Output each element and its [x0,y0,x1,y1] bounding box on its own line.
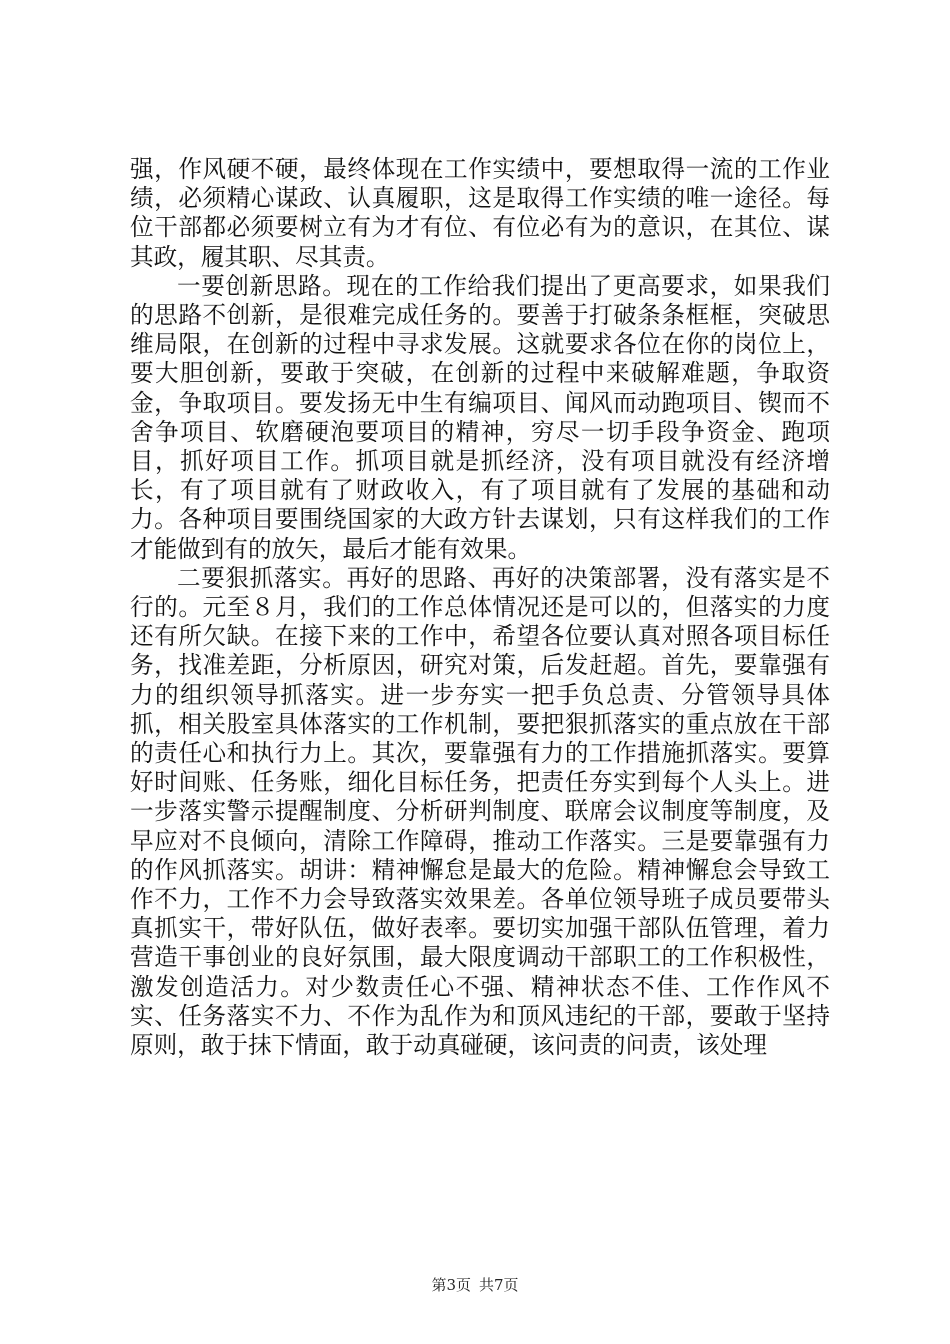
page-number: 第3页 [431,1276,471,1294]
paragraph-continuation: 强，作风硬不硬，最终体现在工作实绩中，要想取得一流的工作业绩，必须精心谋政、认真履职，这是取得工作实绩的唯一途径。每位干部都必须要树立有为才有位、有位必有为的意识，在其位、谋其政，履其职、尽其责。 [130,155,830,271]
document-body [130,155,830,1060]
page-footer [0,1275,950,1295]
page-total: 共7页 [479,1276,519,1294]
paragraph-innovate-thinking: 一要创新思路。现在的工作给我们提出了更高要求，如果我们的思路不创新，是很难完成任务的。要善于打破条条框框，突破思维局限，在创新的过程中寻求发展。这就要求各位在你的岗位上，要大胆创新，要敢于突破，在创新的过程中来破解难题，争取资金，争取项目。要发扬无中生有编项目、闻风而动跑项目、锲而不舍争项目、软磨硬泡要项目的精神，穷尽一切手段争资金、跑项目，抓好项目工作。抓项目就是抓经济，没有项目就没有经济增长，有了项目就有了财政收入，有了项目就有了发展的基础和动力。各种项目要围绕国家的大政方针去谋划，只有这样我们的工作才能做到有的放矢，最后才能有效果。 [130,271,830,563]
paragraph-implementation: 二要狠抓落实。再好的思路、再好的决策部署，没有落实是不行的。元至８月，我们的工作总体情况还是可以的，但落实的力度还有所欠缺。在接下来的工作中，希望各位要认真对照各项目标任务，找准差距，分析原因，研究对策，后发赶超。首先，要靠强有力的组织领导抓落实。进一步夯实一把手负总责、分管领导具体抓，相关股室具体落实的工作机制，要把狠抓落实的重点放在干部的责任心和执行力上。其次，要靠强有力的工作措施抓落实。要算好时间账、任务账，细化目标任务，把责任夯实到每个人头上。进一步落实警示提醒制度、分析研判制度、联席会议制度等制度，及早应对不良倾向，清除工作障碍，推动工作落实。三是要靠强有力的作风抓落实。胡讲：精神懈怠是最大的危险。精神懈怠会导致工作不力，工作不力会导致落实效果差。各单位领导班子成员要带头真抓实干，带好队伍，做好表率。要切实加强干部队伍管理，着力营造干事创业的良好氛围，最大限度调动干部职工的工作积极性，激发创造活力。对少数责任心不强、精神状态不佳、工作作风不实、任务落实不力、不作为乱作为和顶风违纪的干部，要敢于坚持原则，敢于抹下情面，敢于动真碰硬，该问责的问责，该处理 [130,563,830,1060]
